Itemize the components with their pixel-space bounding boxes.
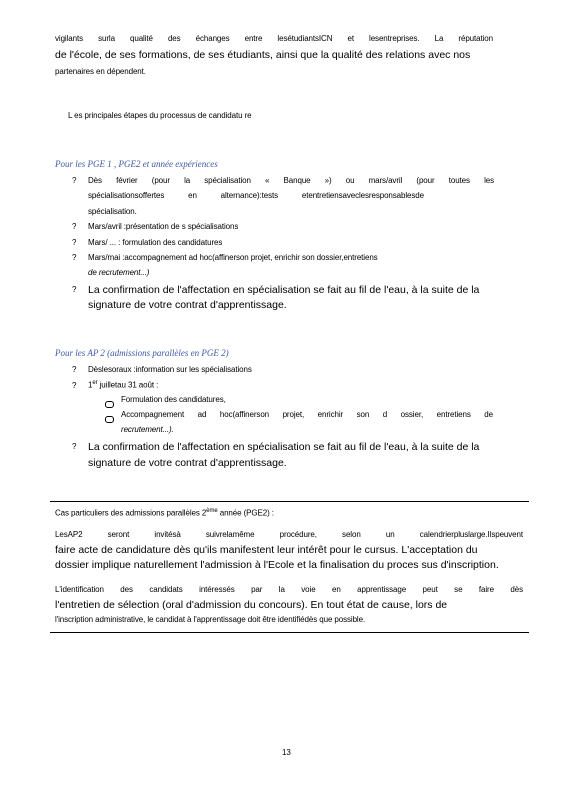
box-p2-line3: l'inscription administrative, le candidat à l'apprentissage doit être identifiédès que possible. [55, 615, 366, 624]
s1-item4-line1: Mars/mai :accompagnement ad hoc(affinerson projet, enrichir son dossier,entretiens [88, 253, 378, 262]
box-p2-line2: l'entretien de sélection (oral d'admission du concours). En tout état de cause, lors de [55, 599, 448, 611]
intro-line-2: de l'école, de ses formations, de ses étudiants, ainsi que la qualité des relations avec nos [55, 49, 471, 61]
box-p1-line3: dossier implique naturellement l'admission à l'Ecole et la finalisation du proces sus d'inscription. [55, 559, 499, 571]
s2-sub3: recrutement...). [121, 425, 174, 434]
s2-item2-line1: 1er juilletau 31 août : [88, 380, 159, 390]
bullet-marker: ? [72, 285, 77, 294]
s1-item2-line1: Mars/avril :présentation de s spécialisations [88, 222, 239, 231]
box-title: Cas particuliers des admissions parallèles 2ème année (PGE2) : [55, 508, 274, 518]
s1-item4-line2: de recrutement...) [88, 268, 150, 277]
s1-item3-line1: Mars/ ... : formulation des candidatures [88, 238, 223, 247]
s1-item5-line2: signature de votre contrat d'apprentissage. [88, 299, 287, 311]
s2-sub1: Formulation des candidatures, [121, 395, 226, 404]
bullet-marker: ? [72, 238, 77, 247]
bullet-marker: ? [72, 442, 77, 451]
intro-line-1: vigilants surla qualité des échanges entre lesétudiantsICN et lesentreprises. La réputation [55, 34, 493, 43]
bullet-marker: ? [72, 381, 77, 390]
box-p1-line2: faire acte de candidature dès qu'ils manifestent leur intérêt pour le cursus. L'acceptation du [55, 544, 478, 556]
section2-title: Pour les AP 2 (admissions parallèles en PGE 2) [55, 348, 229, 358]
box-p2-line1: L'identification des candidats intéressés par la voie en apprentissage peut se faire dès [55, 585, 523, 594]
s1-item1-line1: Dès février (pour la spécialisation « Banque ») ou mars/avril (pour toutes les [88, 176, 494, 185]
bullet-marker: ? [72, 365, 77, 374]
circle-bullet-icon [105, 411, 114, 429]
s2-item3-line2: signature de votre contrat d'apprentissage. [88, 457, 287, 469]
section-heading: L es principales étapes du processus de candidatu re [68, 111, 252, 120]
s1-item5-line1: La confirmation de l'affectation en spécialisation se fait au fil de l'eau, à la suite de la [88, 284, 480, 296]
section1-title: Pour les PGE 1 , PGE2 et année expériences [55, 159, 218, 169]
intro-line-3: partenaires en dépendent. [55, 67, 146, 76]
s2-item1-line1: Dèslesoraux :information sur les spécialisations [88, 365, 252, 374]
bullet-marker: ? [72, 222, 77, 231]
page-number: 13 [282, 748, 291, 757]
s2-sub2: Accompagnement ad hoc(affinerson projet, enrichir son d ossier, entretiens de [121, 410, 493, 419]
s1-item1-line2: spécialisationsoffertes en alternance):tests etentretiensaveclesresponsablesde [88, 191, 424, 200]
s2-item3-line1: La confirmation de l'affectation en spécialisation se fait au fil de l'eau, à la suite de la [88, 441, 480, 453]
s1-item1-line3: spécialisation. [88, 207, 137, 216]
bullet-marker: ? [72, 253, 77, 262]
box-p1-line1: LesAP2 seront invitésà suivrelamême procédure, selon un calendrierpluslarge.Ilspeuvent [55, 530, 523, 539]
bullet-marker: ? [72, 176, 77, 185]
